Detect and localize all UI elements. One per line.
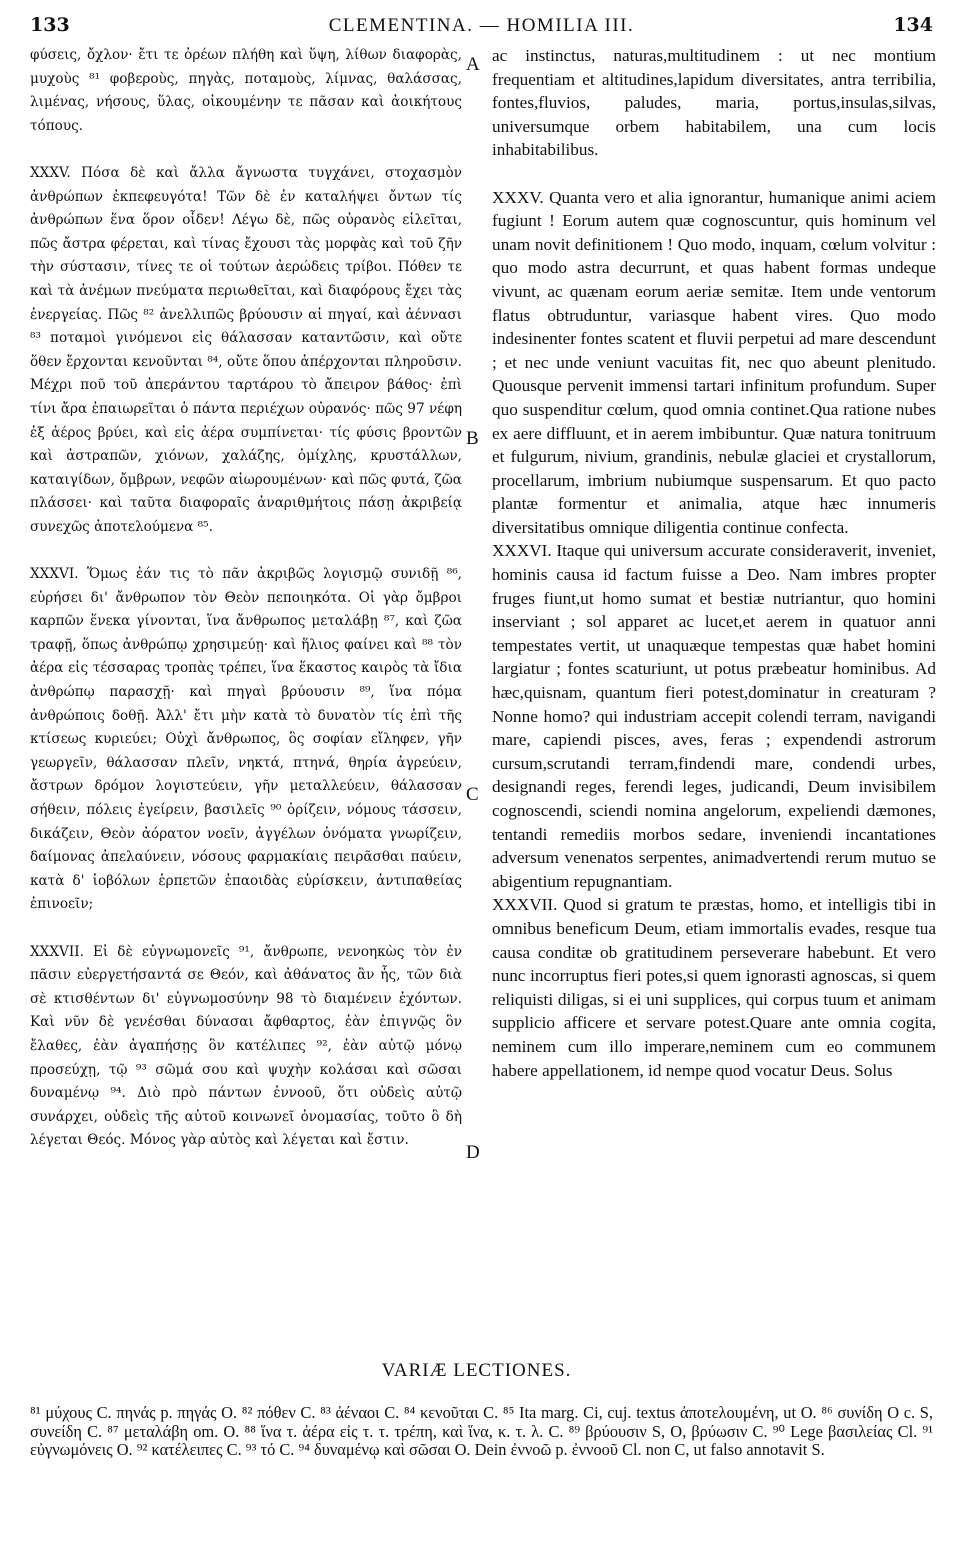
margin-letter-a: A <box>466 54 480 75</box>
greek-paragraph: φύσεις, ὄχλον· ἔτι τε ὀρέων πλήθη καὶ ὕψη, λίθων διαφορὰς, μυχοὺς ⁸¹ φοβεροὺς, πηγὰς, ποταμοὺς, λίμνας, θαλάσσας, λιμένας, νήσους, ὕλας, οἰκουμένην τε πᾶσαν καὶ ἀοικήτους τόπους. <box>30 47 462 134</box>
variae-lectiones-title: VARIÆ LECTIONES. <box>381 1360 572 1381</box>
page-number-right: 134 <box>893 14 933 36</box>
page-number-left: 133 <box>30 14 70 36</box>
latin-paragraph-xxxvii: XXXVII. Quod si gratum te præstas, homo, et intelligis tibi in omnibus beneficum Deum, etiam immortalis evades, resque tua causa conditæ ob gratitudinem perseverare habebunt. Et vero nunc incorruptus fieri potes,si quem ignorasti agnoscas, si quem reliquisti diligas, si ei uni supplices, qui corpus tuum et animam supplicio afficere et servare potest.Quare ante omnia cogita, neminem cum illo imperare,neminem cum eo communem habere appellationem, id nempe quod vocatur Deus. Solus <box>492 895 936 1080</box>
page-header <box>30 14 933 40</box>
latin-paragraph: ac instinctus, naturas,multitudinem : ut nec montium frequentiam et altitudines,lapidum diversitates, antra terribilia, fontes,fluvios, paludes, maria, portus,insulas,silvas, universumque orbem habitabilem, una cum locis inhabitabilibus. <box>492 46 936 160</box>
margin-letter-b: B <box>466 428 479 449</box>
greek-paragraph-xxxvi: XXXVI. Ὅμως ἐάν τις τὸ πᾶν ἀκριβῶς λογισμῷ συνιδῇ ⁸⁶, εὑρήσει δι' ἄνθρωπον τὸν Θεὸν πεποιηκότα. Οἱ γὰρ ὄμβροι καρπῶν ἕνεκα γίνονται, ἵνα ἄνθρωπος μεταλάβῃ ⁸⁷, καὶ ζῶα τραφῇ, ὅπως ἀνθρώπῳ χρησιμεύῃ· καὶ ἥλιος φαίνει καὶ ⁸⁸ τὸν ἀέρα εἰς τέσσαρας τροπὰς τρέπει, ἵνα ἕκαστος καιρὸς τὰ ἴδια ἀνθρώπῳ παρασχῇ· καὶ πηγαὶ βρύουσιν ⁸⁹, ἵνα πόμα ἀνθρώποις δοθῇ. Ἀλλ' ἔτι μὴν κατὰ τὸ δυνατὸν τίς ἐπὶ τῆς κτίσεως κυριεύει; Οὐχὶ ἄνθρωπος, ὃς σοφίαν εἴληφεν, γῆν γεωργεῖν, θάλασσαν πλεῖν, νηκτά, πτηνά, θηρία ἀγρεύειν, ἄστρων δρόμον λογιστεύειν, γῆν μεταλλεύειν, θάλασσαν σήθειν, πόλεις ἐγείρειν, βασιλεῖς ⁹⁰ ὁρίζειν, νόμους τάσσειν, δικάζειν, Θεὸν ἀόρατον νοεῖν, ἀγγέλων ὀνόματα γνωρίζειν, δαίμονας ἀπελαύνειν, νόσους φαρμακίαις πειρᾶσθαι παύειν, κατὰ δ' ἰοβόλων ἑρπετῶν ἐπαοιδὰς εὑρίσκειν, ἀντιπαθείας ἐπινοεῖν; <box>30 566 462 913</box>
running-title: CLEMENTINA. — HOMILIA III. <box>328 15 635 36</box>
variae-lectiones-notes: ⁸¹ μύχους C. πηνάς p. πηγάς O. ⁸² πόθεν C. ⁸³ ἀέναοι C. ⁸⁴ κενοῦται C. ⁸⁵ Ita marg. Ci, cuj. textus ἀποτελουμένη, ut O. ⁸⁶ συνίδη O c. S, συνείδη C. ⁸⁷ μεταλάβη om. O. ⁸⁸ ἵνα τ. ἀέρα εἰς τ. τ. τρέπη, καὶ ἵνα, κ. τ. λ. C. ⁸⁹ βρύουσιν S, O, βρύωσιν C. ⁹⁰ Lege βασιλείας Cl. ⁹¹ εὐγνωμόνεις O. ⁹² κατέλειπες C. ⁹³ τό C. ⁹⁴ δυναμένῳ καὶ σῶσαι O. Dein ἐννοῶ p. ἐννοοῦ Cl. non C, ut falso annotavit S. <box>30 1403 933 1459</box>
margin-letter-c: C <box>466 784 479 805</box>
latin-paragraph-xxxv: XXXV. Quanta vero et alia ignorantur, humanique animi aciem fugiunt ! Eorum autem quæ cognoscuntur, quis hominum vel unam novit definitionem ! Quo modo, inquam, cœlum volvitur : quo modo astra decurrunt, et quas habent formas undeque vivunt, ac quænam eorum aeriæ semitæ. Item unde ventorum flatus obtruduntur, variasque habent vires. Quo modo indesinenter fontes scatent et fluvii perpetui ad mare descendunt ; et nec unde veniunt vacuitas fit, nec quo abeunt plenitudo. Quousque pervenit immensi tartari infinitum profundum. Super quo suspenditur cœlum, quod omnia continet.Qua ratione nubes ex aere diffluunt, et in aerem imbibuntur. Quæ natura tonitruum et fulgurum, nivium, grandinis, nebulæ glaciei et crystallorum, procellarum, imbrium nubiumque suspensarum. Et quo pacto plantæ formentur et animalia, atque hæc innumeris diversitatibus omnique diligentia continue confecta. <box>492 187 936 537</box>
latin-paragraph-xxxvi: XXXVI. Itaque qui universum accurate consideraverit, inveniet, hominis causa id factum fuisse a Deo. Nam imbres propter fruges fiunt,ut homo sumat et bestiæ nutriantur, quo homini inserviant ; sol apparet ac lucet,et aerem in quatuor anni tempestates vertit, ut unaquæque tempestas quæ habet homini largiatur ; fontes scaturiunt, ut potus præbeatur hominibus. Ad hæc,quisnam, quantum fieri potest,dominatur in creaturam ? Nonne homo? qui industriam accepit colendi terram, navigandi mare, capiendi pisces, aves, feras ; expendendi astrorum cursum,scrutandi terram,findendi mare, condendi urbes, designandi reges, ferendi leges, judicandi, Deum invisibilem cognoscendi, sciendi nomina angelorum, expeliendi dæmones, tentandi remediis morbos sedare, inveniendi incantationes adversum venenatos serpentes, animadvertendi rerum mutuo se abigentium repugnantiam. <box>492 541 936 891</box>
latin-column <box>492 44 936 1082</box>
greek-column <box>30 44 462 1153</box>
greek-paragraph-xxxvii: XXXVII. Εἰ δὲ εὐγνωμονεῖς ⁹¹, ἄνθρωπε, νενοηκὼς τὸν ἐν πᾶσιν εὐεργετήσαντά σε Θεόν, καὶ ἀθάνατος ἂν ἧς, τῶν διὰ σὲ κτισθέντων δι' εὐγνωμοσύνην 98 τὸ διαμένειν ἐχόντων. Καὶ νῦν δὲ γενέσθαι δύνασαι ἄφθαρτος, ἐὰν ἐπιγνῷς ὃν ἔλαθες, ἐὰν ἀγαπήσῃς ὃν κατέλιπες ⁹², ἐὰν αὐτῷ μόνῳ προσεύχῃ, τῷ ⁹³ σῶμά σου καὶ ψυχὴν κολάσαι καὶ σῶσαι δυναμένῳ ⁹⁴. Διὸ πρὸ πάντων ἐννοοῦ, ὅτι οὐδεὶς αὐτῷ συνάρχει, οὐδεὶς τῆς αὐτοῦ κοινωνεῖ ὀνομασίας, τοῦτο ὃ δὴ λέγεται Θεός. Μόνος γὰρ αὐτὸς καὶ λέγεται καὶ ἔστιν. <box>30 943 462 1149</box>
margin-letter-d: D <box>466 1142 480 1163</box>
greek-paragraph-xxxv: XXXV. Πόσα δὲ καὶ ἄλλα ἄγνωστα τυγχάνει, στοχασμὸν ἀνθρώπων ἐκπεφευγότα! Τῶν δὲ ἐν καταλήψει ὄντων τίς ἀνθρώπων ἕνα ὅρον οἶδεν! Λέγω δὲ, πῶς οὐρανὸς εἱλεῖται, πῶς ἄστρα φέρεται, καὶ τίνας ἔχουσι τὰς μορφὰς καὶ τοῦ ζῆν τὴν σύστασιν, τίνες τε οἱ τούτων ἀερώδεις τρίβοι. Πόθεν τε καὶ τὰ ἀνέμων πνεύματα περιωθεῖται, καὶ διαφόρους ἔχει τὰς ἐνεργείας. Πῶς ⁸² ἀνελλιπῶς βρύουσιν αἱ πηγαί, καὶ ἀέννασι ⁸³ ποταμοὶ γινόμενοι εἰς θάλασσαν καταντῶσιν, καὶ οὔτε ὅθεν ἔρχονται κενοῦνται ⁸⁴, οὔτε ὅπου ἀπέρχονται πληροῦσιν. Μέχρι ποῦ τοῦ ἀπεράντου ταρτάρου τὸ ἄπειρον βάθος· ἐπὶ τίνι ἄρα ἐπαιωρεῖται ὁ πάντα περιέχων οὐρανός· πῶς 97 νέφη ἐξ ἀέρος βρύει, καὶ εἰς ἀέρα συμπίνεται· τίς φύσις βροντῶν καὶ ἀστραπῶν, χιόνων, χαλάζης, ὁμίχλης, κρυστάλλων, καταιγίδων, ὄμβρων, νεφῶν αἰωρουμένων· καὶ πῶς φυτά, ζῶα πλάσσει· καὶ ταῦτα διαφοραῖς ἀναριθμήτοις πάσῃ ἀκριβείᾳ συνεχῶς ἀποτελούμενα ⁸⁵. <box>30 164 462 535</box>
